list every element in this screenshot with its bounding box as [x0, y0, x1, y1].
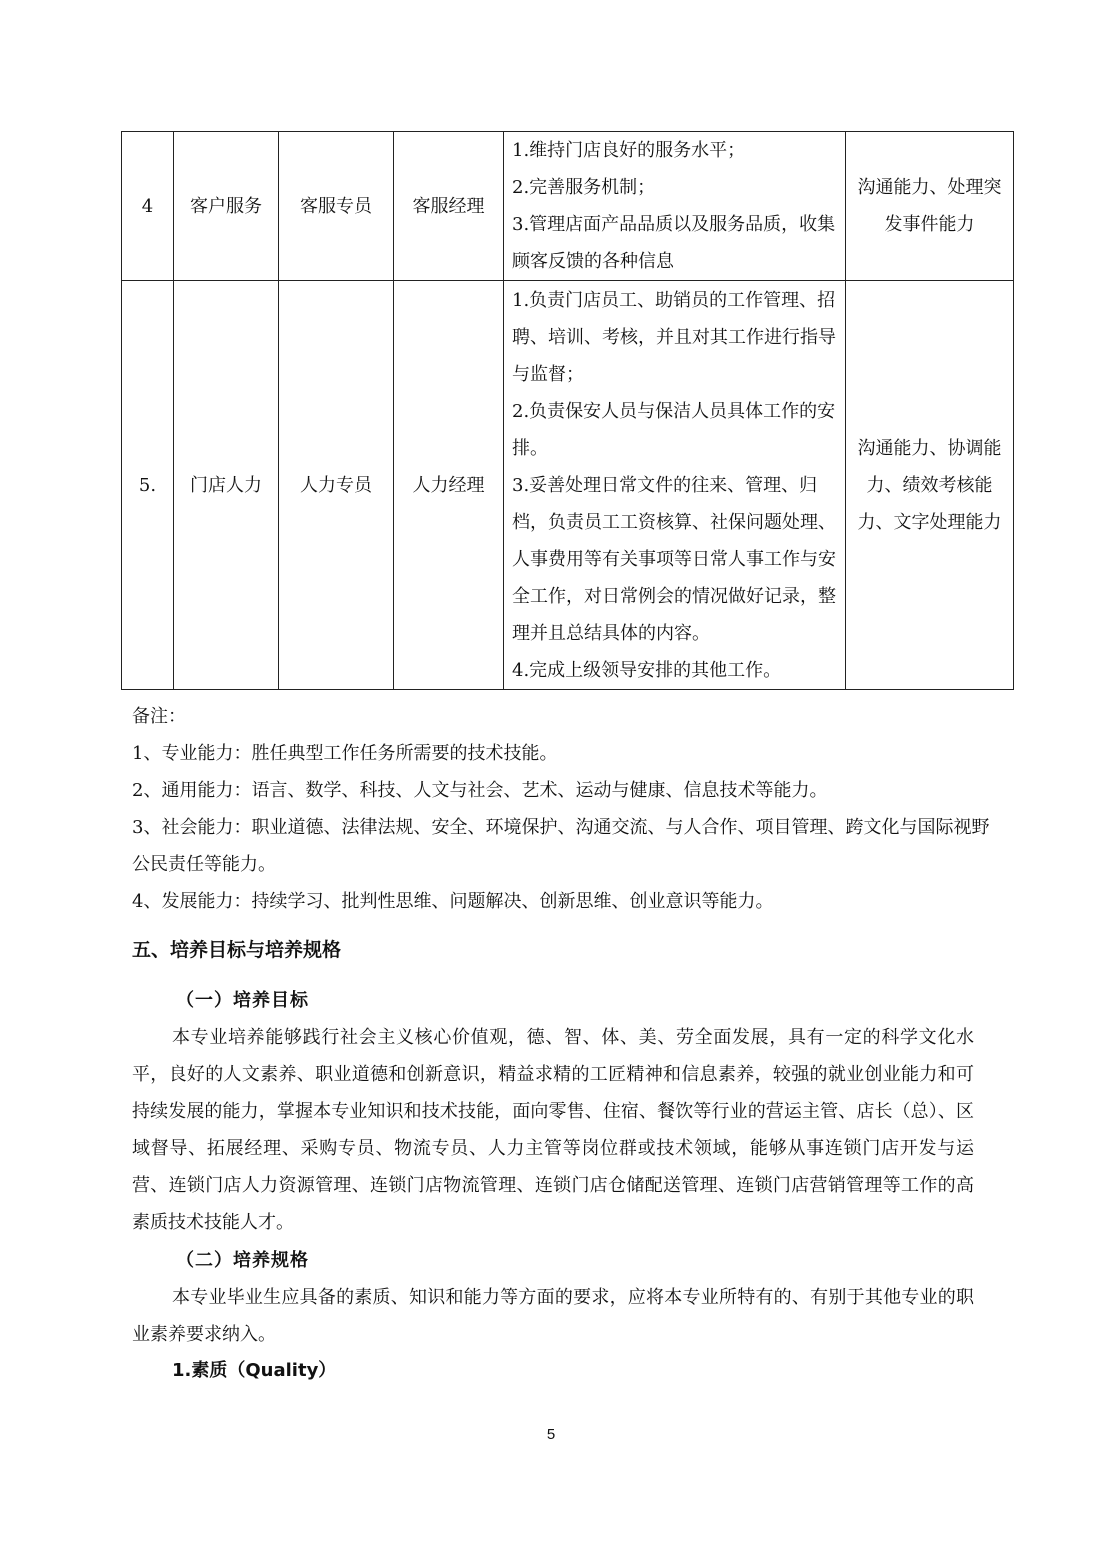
note-item: 4、发展能力：持续学习、批判性思维、问题解决、创新思维、创业意识等能力。	[132, 891, 774, 912]
table-row	[122, 132, 1014, 281]
row-number: 4	[122, 132, 174, 281]
job-field: 门店人力	[174, 281, 279, 690]
job-ability: 沟通能力、处理突发事件能力	[846, 132, 1014, 281]
quality-title: 1.素质（Quality）	[172, 1360, 337, 1381]
note-item: 2、通用能力：语言、数学、科技、人文与社会、艺术、运动与健康、信息技术等能力。	[132, 780, 828, 801]
goal-paragraph: 本专业培养能够践行社会主义核心价值观，德、智、体、美、劳全面发展，具有一定的科学文化水平，良好的人文素养、职业道德和创新意识，精益求精的工匠精神和信息素养，较强的就业创业能力和可持续发展的能力，掌握本专业知识和技术技能，面向零售、住宿、餐饮等行业的营运主管、店长（总）、区域督导、拓展经理、采购专员、物流专员、人力主管等岗位群或技术领域，能够从事连锁门店开发与运营、连锁门店人力资源管理、连锁门店物流管理、连锁门店仓储配送管理、连锁门店营销管理等工作的高素质技术技能人才。	[132, 1027, 974, 1233]
note-item: 3、社会能力：职业道德、法律法规、安全、环境保护、沟通交流、与人合作、项目管理、跨文化与国际视野公民责任等能力。	[132, 817, 990, 875]
notes-heading: 备注：	[132, 706, 186, 727]
job-ability: 沟通能力、协调能力、绩效考核能力、文字处理能力	[846, 281, 1014, 690]
section-title: 五、培养目标与培养规格	[132, 939, 342, 961]
spec-paragraph: 本专业毕业生应具备的素质、知识和能力等方面的要求，应将本专业所特有的、有别于其他专业的职业素养要求纳入。	[132, 1287, 974, 1345]
duty-item: 1.维持门店良好的服务水平；	[512, 140, 746, 161]
goal-title: （一）培养目标	[176, 990, 309, 1011]
job-promotion: 人力经理	[394, 281, 504, 690]
job-promotion: 客服经理	[394, 132, 504, 281]
duty-item: 3.妥善处理日常文件的往来、管理、归档，负责员工工资核算、社保问题处理、人事费用等有关事项等日常人事工作与安全工作，对日常例会的情况做好记录，整理并且总结具体的内容。	[512, 474, 836, 644]
duty-item: 2.负责保安人员与保洁人员具体工作的安排。	[512, 400, 836, 459]
job-position: 客服专员	[279, 132, 394, 281]
notes-block	[132, 698, 992, 920]
table-row	[122, 281, 1014, 690]
duty-item: 3.管理店面产品品质以及服务品质，收集顾客反馈的各种信息	[512, 214, 836, 272]
row-number: 5.	[122, 281, 174, 690]
spec-title: （二）培养规格	[176, 1250, 309, 1271]
duty-item: 4.完成上级领导安排的其他工作。	[512, 659, 782, 681]
duty-item: 2.完善服务机制；	[512, 177, 656, 198]
job-position: 人力专员	[279, 281, 394, 690]
duty-item: 1.负责门店员工、助销员的工作管理、招聘、培训、考核，并且对其工作进行指导与监督；	[512, 289, 836, 385]
job-duties	[504, 281, 846, 690]
job-field: 客户服务	[174, 132, 279, 281]
job-table	[121, 131, 1014, 690]
page-number: 5	[546, 1426, 556, 1443]
note-item: 1、专业能力：胜任典型工作任务所需要的技术技能。	[132, 743, 558, 764]
job-duties	[504, 132, 846, 281]
